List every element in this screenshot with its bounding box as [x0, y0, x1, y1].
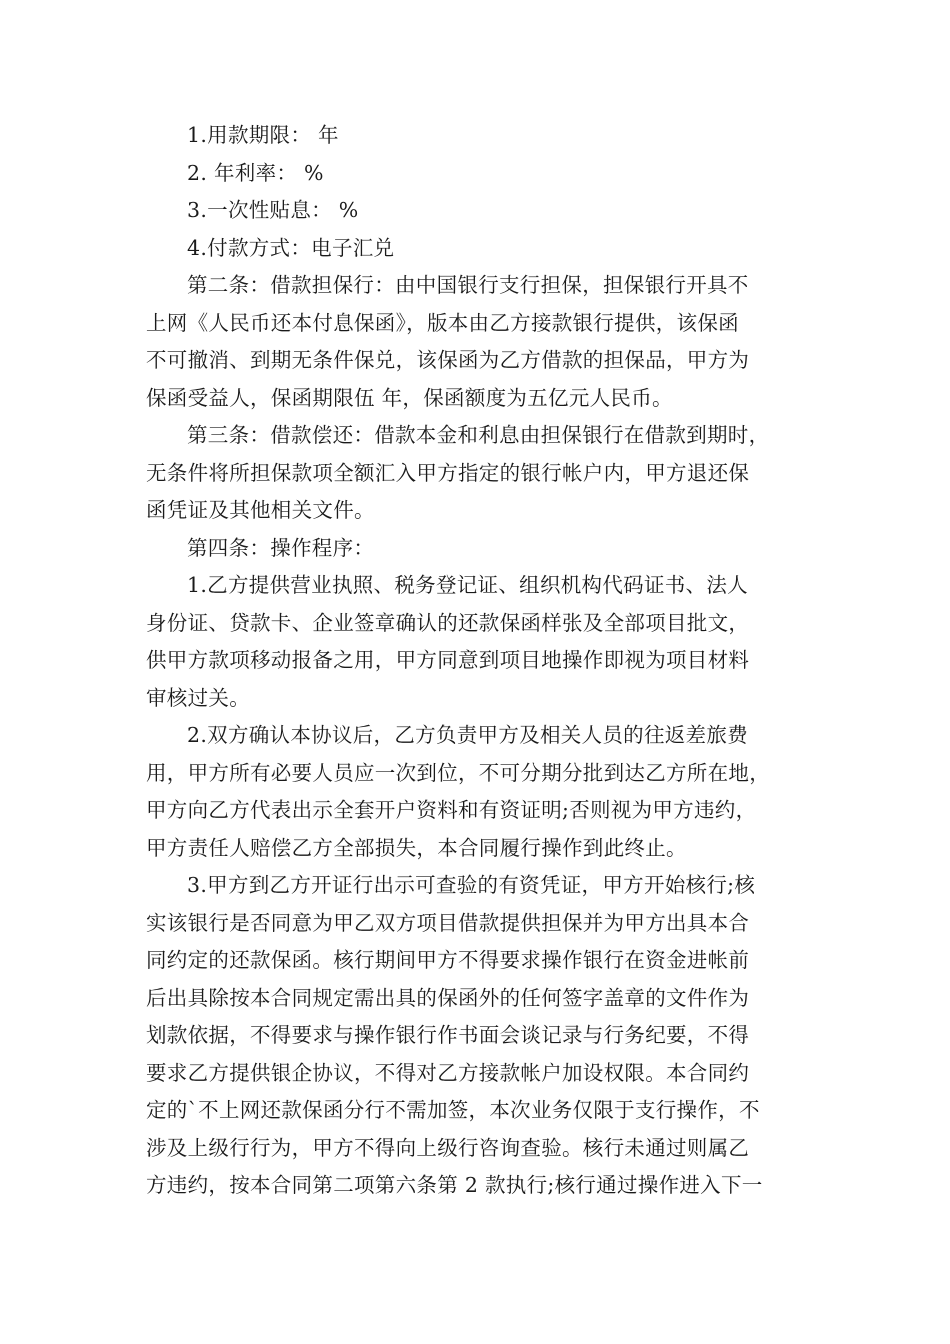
one-time-discount-line: 3.一次性贴息： % [187, 198, 359, 222]
step-two-line-1: 2.双方确认本协议后，乙方负责甲方及相关人员的往返差旅费 [187, 723, 748, 747]
article-four-heading: 第四条：操作程序： [187, 535, 375, 560]
step-three-line-6: 要求乙方提供银企协议，不得对乙方接款帐户加设权限。本合同约 [146, 1060, 750, 1085]
payment-method-line: 4.付款方式：电子汇兑 [187, 235, 395, 260]
step-one-line-1: 1.乙方提供营业执照、税务登记证、组织机构代码证书、法人 [187, 573, 748, 597]
step-one-line-2: 身份证、贷款卡、企业签章确认的还款保函样张及全部项目批文， [146, 610, 750, 635]
step-three-line-7: 定的`不上网还款保函分行不需加签，本次业务仅限于支行操作，不 [146, 1098, 760, 1122]
article-two-line-2: 上网《人民币还本付息保函》，版本由乙方接款银行提供，该保函 [146, 310, 739, 335]
step-three-line-5: 划款依据，不得要求与操作银行作书面会谈记录与行务纪要，不得 [146, 1023, 750, 1047]
step-three-line-4: 后出具除按本合同规定需出具的保函外的任何签字盖章的文件作为 [146, 985, 750, 1010]
article-two-line-3: 不可撤消、到期无条件保兑，该保函为乙方借款的担保品，甲方为 [146, 348, 750, 372]
document-body [146, 117, 811, 1205]
term-period-line: 1.用款期限： 年 [187, 123, 339, 147]
step-three-line-2: 实该银行是否同意为甲乙双方项目借款提供担保并为甲方出具本合 [146, 910, 750, 935]
article-two-line-4: 保函受益人，保函期限伍 年，保函额度为五亿元人民币。 [146, 385, 673, 410]
annual-rate-line: 2. 年利率： % [187, 160, 324, 185]
step-two-line-4: 甲方责任人赔偿乙方全部损失，本合同履行操作到此终止。 [146, 835, 687, 860]
step-two-line-3: 甲方向乙方代表出示全套开户资料和有资证明;否则视为甲方违约， [146, 798, 757, 822]
step-three-line-1: 3.甲方到乙方开证行出示可查验的有资凭证，甲方开始核行;核 [187, 873, 756, 897]
article-three-line-1: 第三条：借款偿还：借款本金和利息由担保银行在借款到期时， [187, 423, 770, 447]
article-three-line-2: 无条件将所担保款项全额汇入甲方指定的银行帐户内，甲方退还保 [146, 460, 750, 485]
article-three-line-3: 函凭证及其他相关文件。 [146, 498, 375, 522]
article-two-line-1: 第二条：借款担保行：由中国银行支行担保，担保银行开具不 [187, 273, 749, 297]
step-one-line-4: 审核过关。 [146, 685, 250, 710]
step-two-line-2: 用，甲方所有必要人员应一次到位，不可分期分批到达乙方所在地， [146, 760, 770, 785]
step-one-line-3: 供甲方款项移动报备之用，甲方同意到项目地操作即视为项目材料 [146, 648, 750, 672]
step-three-line-8: 涉及上级行行为，甲方不得向上级行咨询查验。核行未通过则属乙 [146, 1135, 750, 1160]
step-three-line-9: 方违约，按本合同第二项第六条第 2 款执行;核行通过操作进入下一 [146, 1173, 763, 1197]
step-three-line-3: 同约定的还款保函。核行期间甲方不得要求操作银行在资金进帐前 [146, 948, 750, 972]
